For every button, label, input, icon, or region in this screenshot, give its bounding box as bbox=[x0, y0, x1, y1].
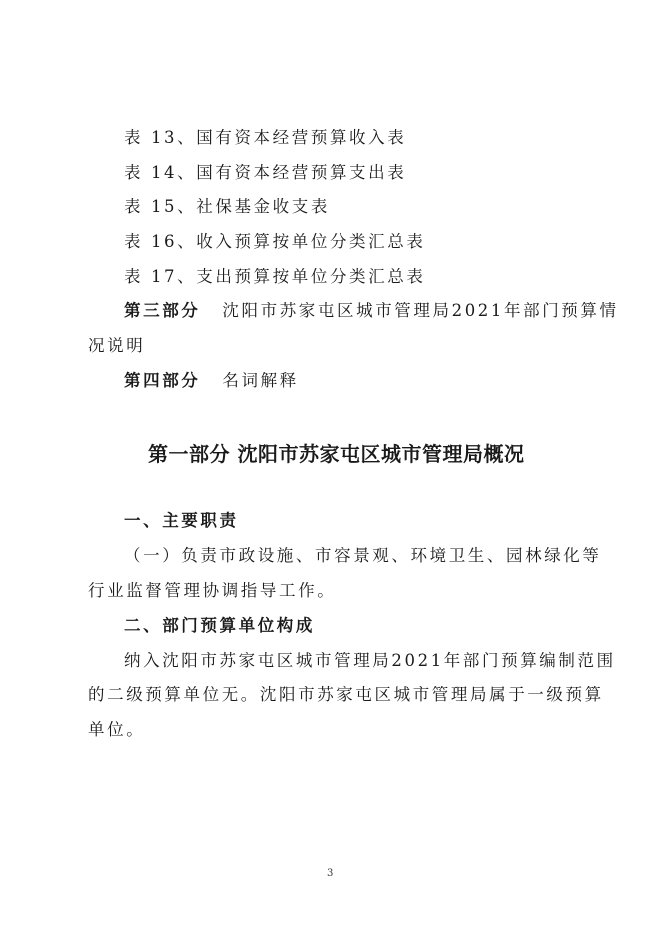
sub2-para-line3: 单位。 bbox=[88, 720, 146, 739]
part4-heading: 第四部分 bbox=[124, 371, 201, 390]
sub2-heading: 二、部门预算单位构成 bbox=[124, 616, 315, 635]
toc-part3-cont: 况说明 bbox=[88, 336, 146, 355]
toc-part3 bbox=[124, 301, 619, 321]
sub1-para-line1: （一）负责市政设施、市容景观、环境卫生、园林绿化等 bbox=[124, 546, 602, 565]
toc-table-17: 表 17、支出预算按单位分类汇总表 bbox=[124, 267, 426, 286]
section-title: 第一部分 沈阳市苏家屯区城市管理局概况 bbox=[148, 442, 525, 466]
toc-table-14: 表 14、国有资本经营预算支出表 bbox=[124, 163, 407, 182]
toc-table-15: 表 15、社保基金收支表 bbox=[124, 197, 330, 216]
part4-text: 名词解释 bbox=[222, 371, 299, 390]
sub2-para-line2: 的二级预算单位无。沈阳市苏家屯区城市管理局属于一级预算 bbox=[88, 685, 604, 704]
toc-table-13: 表 13、国有资本经营预算收入表 bbox=[124, 128, 407, 147]
sub2-para-line1: 纳入沈阳市苏家屯区城市管理局2021年部门预算编制范围 bbox=[124, 651, 616, 670]
part3-heading: 第三部分 bbox=[124, 301, 201, 320]
page-number: 3 bbox=[327, 868, 334, 879]
sub1-para-line2: 行业监督管理协调指导工作。 bbox=[88, 581, 337, 600]
part3-text: 沈阳市苏家屯区城市管理局2021年部门预算情 bbox=[222, 301, 619, 320]
toc-part4 bbox=[124, 371, 299, 391]
sub1-heading: 一、主要职责 bbox=[124, 511, 239, 530]
toc-table-16: 表 16、收入预算按单位分类汇总表 bbox=[124, 232, 426, 251]
